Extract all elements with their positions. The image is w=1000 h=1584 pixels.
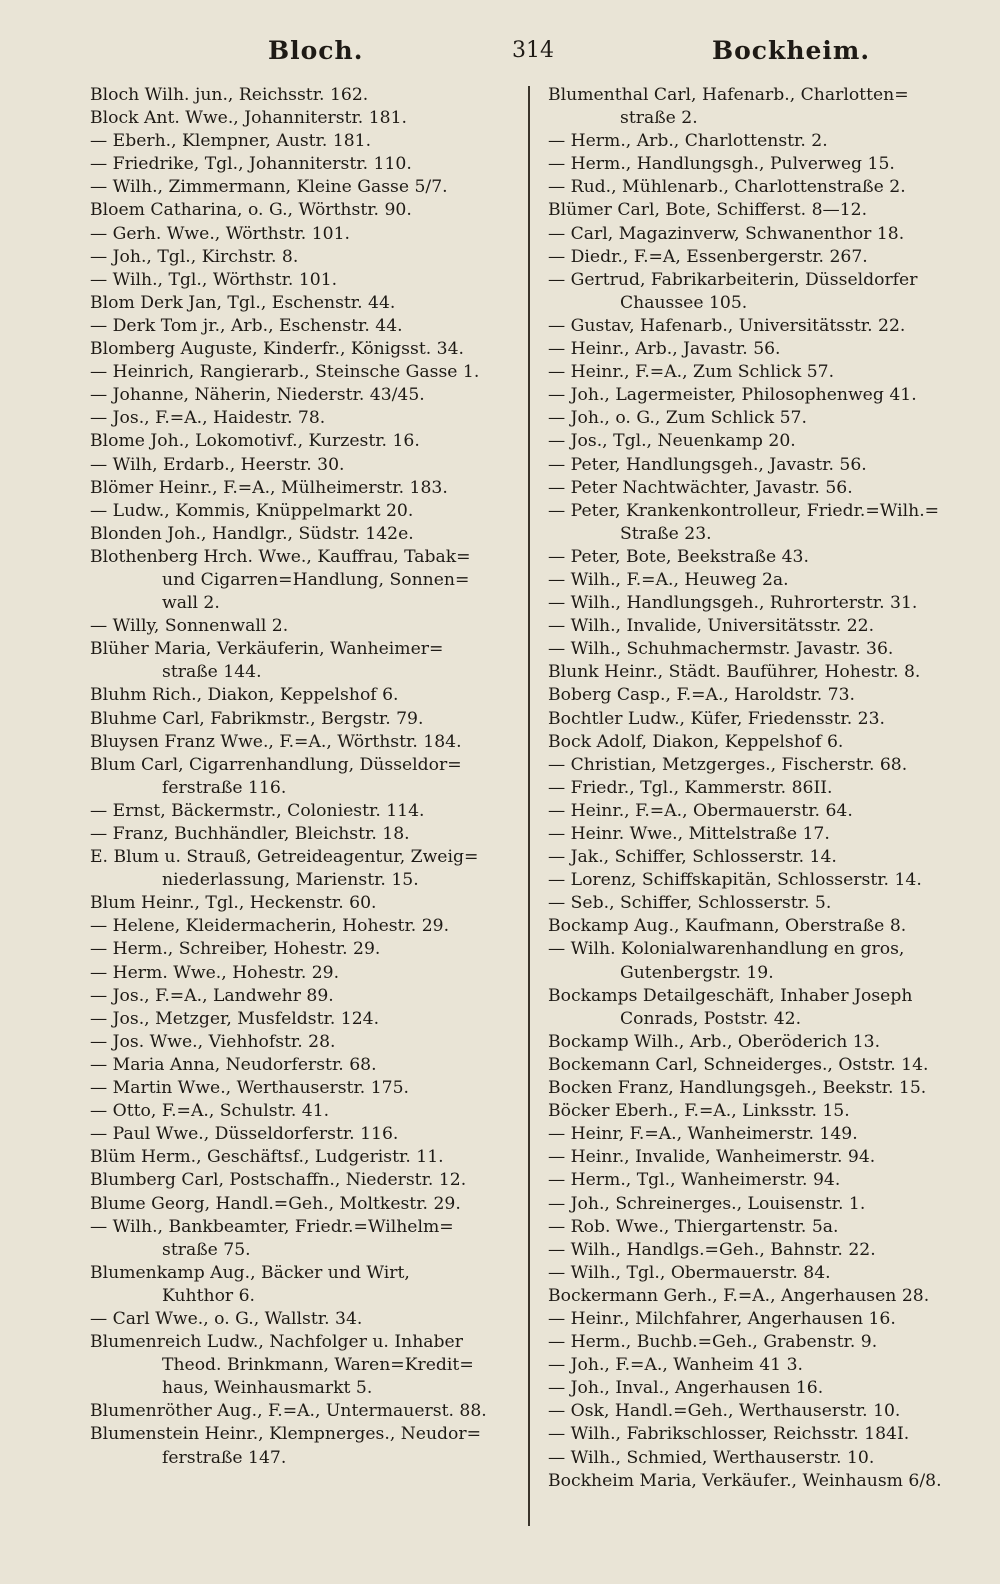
directory-entry-line: — Osk, Handl.=Geh., Werthauserstr. 10. [548,1401,901,1422]
directory-entry-line: — Peter Nachtwächter, Javastr. 56. [548,477,853,498]
directory-entry-line: — Heinr., F.=A., Obermauerstr. 64. [548,800,853,821]
directory-entry-line: — Wilh., Zimmermann, Kleine Gasse 5/7. [90,177,448,198]
directory-entry-line: — Helene, Kleidermacherin, Hohestr. 29. [90,916,450,937]
directory-entry-line: — Wilh, Erdarb., Heerstr. 30. [90,454,345,475]
directory-entry-line: Blüm Herm., Geschäftsf., Ludgeristr. 11. [90,1147,444,1168]
entry-continuation-line: ferstraße 116. [162,777,287,798]
directory-entry-line: Blumenthal Carl, Hafenarb., Charlotten= [548,85,909,105]
directory-entry-line: — Wilh., Bankbeamter, Friedr.=Wilhelm= [90,1216,454,1237]
directory-entry-line: Bockermann Gerh., F.=A., Angerhausen 28. [548,1285,930,1306]
directory-entry-line: Blüher Maria, Verkäuferin, Wanheimer= [90,639,444,660]
entry-continuation-line: wall 2. [162,593,220,614]
entry-continuation-line: haus, Weinhausmarkt 5. [162,1378,373,1399]
directory-entry-line: — Jak., Schiffer, Schlosserstr. 14. [548,847,837,868]
directory-entry-line: — Franz, Buchhändler, Bleichstr. 18. [90,824,410,844]
directory-entry-line: Blunk Heinr., Städt. Bauführer, Hohestr. 8. [548,662,921,683]
directory-entry-line: — Jos., F.=A., Haidestr. 78. [90,408,326,429]
directory-entry-line: Bock Adolf, Diakon, Keppelshof 6. [548,731,844,752]
directory-entry-line: — Gertrud, Fabrikarbeiterin, Düsseldorfer [548,269,918,290]
directory-entry-line: — Wilh., Fabrikschlosser, Reichsstr. 184I. [548,1424,910,1445]
directory-entry-line: Bockamp Wilh., Arb., Oberöderich 13. [548,1031,881,1052]
directory-entry-line: — Christian, Metzgerges., Fischerstr. 68. [548,754,908,775]
directory-entry-line: Bluysen Franz Wwe., F.=A., Wörthstr. 184. [90,731,462,752]
directory-entry-line: — Peter, Handlungsgeh., Javastr. 56. [548,454,867,475]
directory-entry-line: — Joh., F.=A., Wanheim 41 3. [548,1355,803,1376]
directory-entry-line: Bockamps Detailgeschäft, Inhaber Joseph [548,985,913,1006]
directory-entry-line: — Jos., Metzger, Musfeldstr. 124. [90,1008,380,1029]
directory-entry-line: — Peter, Krankenkontrolleur, Friedr.=Wilh.= [548,500,940,521]
directory-entry-line: — Wilh., F.=A., Heuweg 2a. [548,569,789,590]
entry-continuation-line: straße 144. [162,662,262,683]
entry-continuation-line: Theod. Brinkmann, Waren=Kredit= [162,1355,474,1376]
directory-entry-line: — Jos. Wwe., Viehhofstr. 28. [90,1031,336,1052]
directory-entry-line: Blome Joh., Lokomotivf., Kurzestr. 16. [90,431,420,452]
directory-entry-line: Blumenstein Heinr., Klempnerges., Neudor= [90,1424,482,1445]
entry-continuation-line: niederlassung, Marienstr. 15. [162,870,419,891]
directory-entry-line: Bluhme Carl, Fabrikmstr., Bergstr. 79. [90,708,424,729]
directory-entry-line: — Otto, F.=A., Schulstr. 41. [90,1101,330,1122]
directory-entry-line: — Heinr., Milchfahrer, Angerhausen 16. [548,1308,896,1329]
directory-entry-line: — Jos., F.=A., Landwehr 89. [90,985,334,1006]
directory-entry-line: — Herm., Arb., Charlottenstr. 2. [548,131,828,152]
directory-entry-line: — Ludw., Kommis, Knüppelmarkt 20. [90,500,414,521]
directory-entry-line: — Martin Wwe., Werthauserstr. 175. [90,1078,409,1099]
directory-entry-line: Bloem Catharina, o. G., Wörthstr. 90. [90,200,412,221]
directory-entry-line: Bockheim Maria, Verkäufer., Weinhausm 6/8. [548,1470,942,1491]
directory-entry-line: Bloch Wilh. jun., Reichsstr. 162. [90,85,369,105]
directory-entry-line: — Herm., Handlungsgh., Pulverweg 15. [548,154,895,175]
directory-entry-line: — Heinr., Invalide, Wanheimerstr. 94. [548,1147,876,1168]
directory-entry-line: — Joh., o. G., Zum Schlick 57. [548,408,807,429]
entry-continuation-line: Straße 23. [620,523,712,544]
directory-entry-line: — Diedr., F.=A, Essenbergerstr. 267. [548,246,868,267]
directory-entry-line: — Eberh., Klempner, Austr. 181. [90,131,372,152]
directory-entry-line: — Derk Tom jr., Arb., Eschenstr. 44. [90,315,403,336]
directory-entry-line: — Gerh. Wwe., Wörthstr. 101. [90,223,350,244]
directory-entry-line: — Herm., Tgl., Wanheimerstr. 94. [548,1170,841,1191]
directory-entry-line: Böcker Eberh., F.=A., Linksstr. 15. [548,1101,850,1122]
entry-continuation-line: Gutenbergstr. 19. [620,962,774,983]
directory-entry-line: — Joh., Lagermeister, Philosophenweg 41. [548,385,917,406]
entry-continuation-line: Chaussee 105. [620,292,748,313]
directory-entry-line: — Wilh., Tgl., Obermauerstr. 84. [548,1262,831,1283]
directory-entry-line: — Maria Anna, Neudorferstr. 68. [90,1054,377,1075]
directory-entry-line: Blumenreich Ludw., Nachfolger u. Inhaber [90,1332,463,1353]
header-right-keyword: Bockheim. [712,36,871,65]
directory-entry-line: — Herm., Schreiber, Hohestr. 29. [90,939,381,960]
directory-entry-line: Blum Carl, Cigarrenhandlung, Düsseldor= [90,754,462,775]
directory-entry-line: — Gustav, Hafenarb., Universitätsstr. 22. [548,315,906,336]
directory-entry-line: — Heinrich, Rangierarb., Steinsche Gasse 1. [90,362,480,383]
directory-entry-line: — Seb., Schiffer, Schlosserstr. 5. [548,893,832,914]
directory-entry-line: Blume Georg, Handl.=Geh., Moltkestr. 29. [90,1193,461,1214]
directory-entry-line: — Friedrike, Tgl., Johanniterstr. 110. [90,154,412,175]
directory-entry-line: — Wilh., Tgl., Wörthstr. 101. [90,269,338,290]
directory-entry-line: Blonden Joh., Handlgr., Südstr. 142e. [90,523,414,544]
directory-entry-line: — Wilh., Handlgs.=Geh., Bahnstr. 22. [548,1239,876,1260]
directory-entry-line: — Rud., Mühlenarb., Charlottenstraße 2. [548,177,906,198]
directory-entry-line: — Wilh. Kolonialwarenhandlung en gros, [548,939,905,960]
directory-entry-line: — Joh., Inval., Angerhausen 16. [548,1378,824,1399]
entry-continuation-line: ferstraße 147. [162,1447,287,1468]
directory-entry-line: — Friedr., Tgl., Kammerstr. 86II. [548,777,833,798]
directory-entry-line: Blumenröther Aug., F.=A., Untermauerst. 88. [90,1401,487,1422]
entry-continuation-line: Conrads, Poststr. 42. [620,1008,802,1029]
directory-entry-line: — Wilh., Invalide, Universitätsstr. 22. [548,616,875,637]
directory-entry-line: — Heinr, F.=A., Wanheimerstr. 149. [548,1124,858,1145]
directory-entry-line: — Heinr. Wwe., Mittelstraße 17. [548,824,830,844]
directory-entry-line: — Wilh., Schuhmachermstr. Javastr. 36. [548,639,894,660]
header-left-keyword: Bloch. [268,36,364,65]
directory-entry-line: Bockemann Carl, Schneiderges., Oststr. 14. [548,1054,929,1075]
directory-entry-line: — Carl Wwe., o. G., Wallstr. 34. [90,1308,363,1329]
directory-entry-line: — Herm., Buchb.=Geh., Grabenstr. 9. [548,1332,878,1353]
directory-entry-line: — Rob. Wwe., Thiergartenstr. 5a. [548,1216,839,1237]
directory-entry-line: — Lorenz, Schiffskapitän, Schlosserstr. 14. [548,870,922,891]
entry-continuation-line: straße 2. [620,108,698,129]
left-column [90,84,522,1470]
directory-entry-line: — Willy, Sonnenwall 2. [90,616,289,637]
right-column [548,84,978,1493]
directory-entry-line: Bockamp Aug., Kaufmann, Oberstraße 8. [548,916,907,937]
directory-entry-line: Blum Heinr., Tgl., Heckenstr. 60. [90,893,377,914]
page-header [0,30,1000,70]
directory-entry-line: Blümer Carl, Bote, Schifferst. 8—12. [548,200,868,221]
directory-entry-line: Blom Derk Jan, Tgl., Eschenstr. 44. [90,292,396,313]
directory-entry-line: Blumberg Carl, Postschaffn., Niederstr. 12. [90,1170,467,1191]
directory-entry-line: — Joh., Tgl., Kirchstr. 8. [90,246,299,267]
directory-entry-line: — Wilh., Schmied, Werthauserstr. 10. [548,1447,875,1468]
directory-entry-line: Bocken Franz, Handlungsgeh., Beekstr. 15. [548,1078,927,1099]
directory-entry-line: — Heinr., F.=A., Zum Schlick 57. [548,362,835,383]
directory-entry-line: — Ernst, Bäckermstr., Coloniestr. 114. [90,800,425,821]
directory-entry-line: — Jos., Tgl., Neuenkamp 20. [548,431,796,452]
directory-entry-line: Blomberg Auguste, Kinderfr., Königsst. 34. [90,339,464,360]
directory-entry-line: — Heinr., Arb., Javastr. 56. [548,339,781,360]
directory-entry-line: — Paul Wwe., Düsseldorferstr. 116. [90,1124,399,1145]
directory-entry-line: Blothenberg Hrch. Wwe., Kauffrau, Tabak= [90,546,471,567]
directory-entry-line: Bluhm Rich., Diakon, Keppelshof 6. [90,685,399,706]
column-divider [528,86,530,1526]
entry-continuation-line: Kuhthor 6. [162,1285,256,1306]
directory-entry-line: Bochtler Ludw., Küfer, Friedensstr. 23. [548,708,885,729]
entry-continuation-line: und Cigarren=Handlung, Sonnen= [162,569,470,590]
directory-entry-line: — Joh., Schreinerges., Louisenstr. 1. [548,1193,866,1214]
directory-entry-line: Boberg Casp., F.=A., Haroldstr. 73. [548,685,855,706]
directory-entry-line: Block Ant. Wwe., Johanniterstr. 181. [90,108,407,129]
directory-entry-line: Blömer Heinr., F.=A., Mülheimerstr. 183. [90,477,448,498]
directory-entry-line: — Johanne, Näherin, Niederstr. 43/45. [90,385,425,406]
directory-entry-line: — Wilh., Handlungsgeh., Ruhrorterstr. 31. [548,593,918,614]
directory-entry-line: E. Blum u. Strauß, Getreideagentur, Zweig= [90,847,479,868]
directory-entry-line: — Carl, Magazinverw, Schwanenthor 18. [548,223,905,244]
directory-entry-line: — Herm. Wwe., Hohestr. 29. [90,962,340,983]
entry-continuation-line: straße 75. [162,1239,251,1260]
page-number: 314 [512,38,554,63]
directory-entry-line: — Peter, Bote, Beekstraße 43. [548,546,809,567]
directory-entry-line: Blumenkamp Aug., Bäcker und Wirt, [90,1262,410,1283]
